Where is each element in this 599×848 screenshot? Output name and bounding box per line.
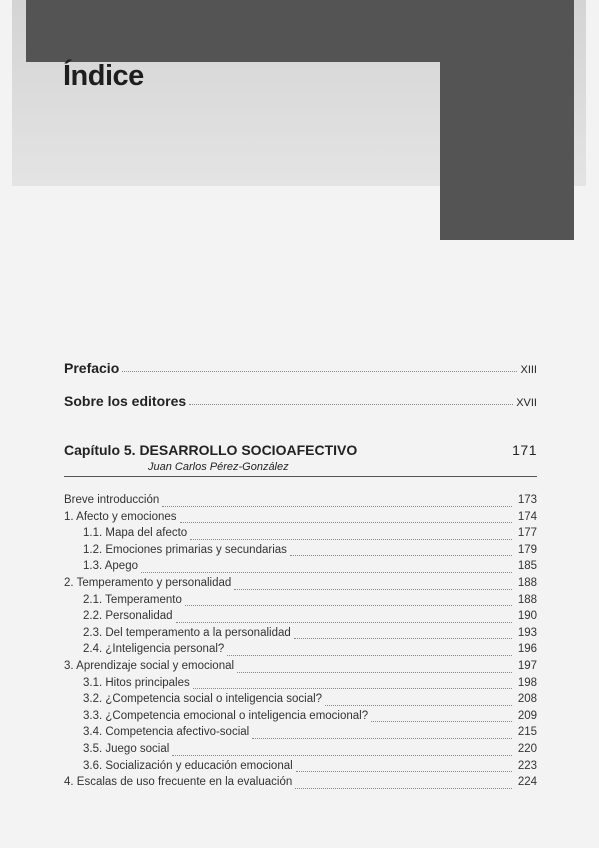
dot-leader: [162, 505, 512, 507]
toc-entry-label: 3.5. Juego social: [83, 742, 170, 755]
dot-leader: [290, 554, 512, 556]
toc-entry-page: 177: [517, 527, 537, 540]
toc-entry-label: 3. Aprendizaje social y emocional: [64, 659, 235, 672]
toc-entry-prefacio[interactable]: [64, 360, 537, 376]
toc-entry-label: 2.2. Personalidad: [83, 610, 173, 623]
toc-entry-page: 173: [517, 494, 537, 506]
toc-entry-label: Breve introducción: [64, 494, 160, 506]
toc-entry-label: 2.3. Del temperamento a la personalidad: [83, 626, 291, 639]
toc-entry-page: 185: [517, 560, 537, 573]
toc-entry[interactable]: [64, 677, 537, 694]
dot-leader: [296, 770, 512, 772]
chapter-heading[interactable]: [64, 442, 537, 458]
toc-entry-page: 209: [517, 709, 537, 722]
toc-entry[interactable]: [64, 710, 537, 727]
toc-entry-label: 3.4. Competencia afectivo-social: [83, 726, 250, 739]
toc-entry[interactable]: [64, 610, 537, 627]
toc-entry-label: 2.1. Temperamento: [83, 593, 182, 606]
toc-entry-page: 174: [517, 510, 537, 523]
dot-leader: [237, 671, 512, 673]
toc-entry-label: 3.1. Hitos principales: [83, 676, 190, 689]
toc-entry[interactable]: [64, 743, 537, 760]
toc-entry[interactable]: [64, 544, 537, 561]
toc-entry[interactable]: [64, 693, 537, 710]
toc-entry-label: 3.2. ¿Competencia social o inteligencia social?: [83, 693, 323, 706]
toc-entry-page: 208: [517, 693, 537, 706]
toc-entry-page: 179: [517, 543, 537, 556]
toc-entry-page: XIII: [520, 364, 537, 376]
toc-entry-page: 188: [517, 576, 537, 589]
dot-leader: [227, 654, 512, 656]
toc-entry-page: 215: [517, 726, 537, 739]
toc-entry-page: 196: [517, 643, 537, 656]
dot-leader: [252, 737, 512, 739]
toc-entry-page: 193: [517, 626, 537, 639]
dot-leader: [371, 720, 512, 722]
toc-entry[interactable]: [64, 627, 537, 644]
toc-entry-label: 1.3. Apego: [83, 560, 138, 573]
dot-leader: [193, 687, 512, 689]
toc-entry-sobre-los-editores[interactable]: [64, 393, 537, 409]
toc-entry-page: 220: [517, 742, 537, 755]
toc-entry-label: 2.4. ¿Inteligencia personal?: [83, 643, 225, 656]
dot-leader: [189, 403, 513, 405]
toc-entry-page: 188: [517, 593, 537, 606]
toc-entry[interactable]: [64, 660, 537, 677]
toc-entry-label: 1.1. Mapa del afecto: [83, 527, 188, 540]
toc-entry-label: 1. Afecto y emociones: [64, 510, 177, 523]
toc-entry[interactable]: [64, 560, 537, 577]
toc-entry-label: 1.2. Emociones primarias y secundarias: [83, 543, 287, 556]
dot-leader: [325, 704, 512, 706]
toc-entry[interactable]: [64, 776, 537, 793]
toc-entry[interactable]: [64, 726, 537, 743]
page-title: Índice: [63, 60, 144, 92]
toc-entry-page: 190: [517, 610, 537, 623]
dot-leader: [185, 604, 512, 606]
toc-entry-page: 198: [517, 676, 537, 689]
toc-entry[interactable]: [64, 494, 537, 511]
toc-entry[interactable]: [64, 511, 537, 528]
dot-leader: [172, 754, 512, 756]
toc-entry-label: 3.3. ¿Competencia emocional o inteligencia emocional?: [83, 709, 369, 722]
toc-entry[interactable]: [64, 577, 537, 594]
dot-leader: [295, 787, 512, 789]
chapter-page: 171: [512, 442, 537, 458]
toc-entry-label: Sobre los editores: [64, 393, 187, 409]
dot-leader: [141, 571, 512, 573]
dot-leader: [180, 521, 512, 523]
dot-leader: [122, 370, 517, 372]
toc-entry-label: 3.6. Socialización y educación emocional: [83, 759, 293, 772]
toc-entry-page: 223: [517, 759, 537, 772]
toc-entry[interactable]: [64, 527, 537, 544]
chapter-title: Capítulo 5. DESARROLLO SOCIOAFECTIVO: [64, 442, 358, 458]
toc-entry-label: Prefacio: [64, 360, 120, 376]
dot-leader: [294, 637, 512, 639]
header-block-dark: [440, 0, 574, 240]
toc-entry-page: 224: [517, 776, 537, 789]
toc-entry-page: XVII: [516, 397, 537, 409]
toc-entry-page: 197: [517, 659, 537, 672]
toc-entry[interactable]: [64, 594, 537, 611]
toc-entry[interactable]: [64, 643, 537, 660]
dot-leader: [190, 538, 512, 540]
toc-entry-label: 4. Escalas de uso frecuente en la evaluación: [64, 776, 293, 789]
toc-entry[interactable]: [64, 760, 537, 777]
chapter-author: Juan Carlos Pérez-González: [64, 461, 537, 477]
toc-entry-label: 2. Temperamento y personalidad: [64, 576, 232, 589]
dot-leader: [176, 621, 512, 623]
dot-leader: [234, 588, 512, 590]
toc-entry-list: [64, 494, 537, 793]
